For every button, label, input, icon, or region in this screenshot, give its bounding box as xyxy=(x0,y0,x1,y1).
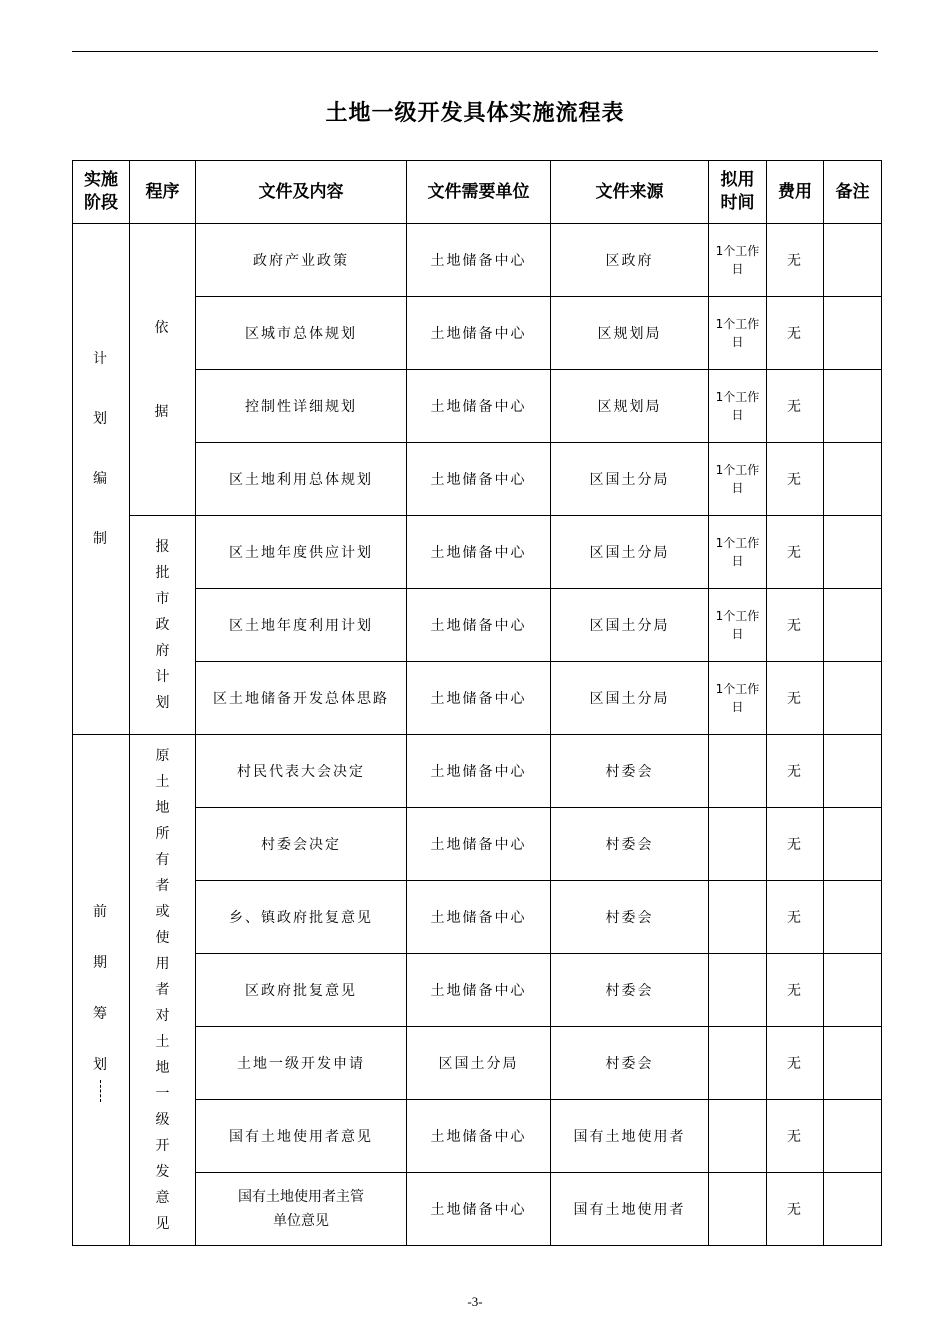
stage-cell-preparation xyxy=(73,735,130,1246)
source-cell: 国有土地使用者 xyxy=(551,1173,709,1246)
unit-cell: 土地储备中心 xyxy=(407,443,551,516)
page-title: 土地一级开发具体实施流程表 xyxy=(325,101,625,126)
note-cell xyxy=(824,516,882,589)
source-cell: 区国土分局 xyxy=(551,443,709,516)
fee-cell: 无 xyxy=(767,1027,824,1100)
content-cell: 村民代表大会决定 xyxy=(196,735,407,808)
source-cell: 村委会 xyxy=(551,808,709,881)
header-fee: 费用 xyxy=(767,161,824,224)
time-cell xyxy=(709,808,767,881)
fee-cell: 无 xyxy=(767,516,824,589)
time-cell xyxy=(709,1173,767,1246)
unit-cell: 土地储备中心 xyxy=(407,881,551,954)
fee-cell: 无 xyxy=(767,443,824,516)
content-cell: 区土地利用总体规划 xyxy=(196,443,407,516)
unit-cell: 土地储备中心 xyxy=(407,297,551,370)
fee-cell: 无 xyxy=(767,735,824,808)
source-cell: 区规划局 xyxy=(551,370,709,443)
page-number: -3- xyxy=(467,1294,483,1309)
table-header-row xyxy=(73,161,882,224)
procedure-label: 原土地所有者或使用者对土地一级开发意见 xyxy=(155,748,170,1232)
procedure-cell-opinion xyxy=(130,735,196,1246)
content-cell: 土地一级开发申请 xyxy=(196,1027,407,1100)
time-cell: 1个工作日 xyxy=(709,516,767,589)
unit-cell: 土地储备中心 xyxy=(407,662,551,735)
source-cell: 村委会 xyxy=(551,954,709,1027)
unit-cell: 土地储备中心 xyxy=(407,370,551,443)
note-cell xyxy=(824,589,882,662)
unit-cell: 土地储备中心 xyxy=(407,1173,551,1246)
fee-cell: 无 xyxy=(767,589,824,662)
unit-cell: 土地储备中心 xyxy=(407,808,551,881)
fee-cell: 无 xyxy=(767,1173,824,1246)
content-cell: 国有土地使用者主管单位意见 xyxy=(196,1173,407,1246)
note-cell xyxy=(824,1027,882,1100)
content-cell: 区土地年度利用计划 xyxy=(196,589,407,662)
table-row xyxy=(73,224,882,297)
header-procedure: 程序 xyxy=(130,161,196,224)
stage-cell-plan xyxy=(73,224,130,735)
note-cell xyxy=(824,954,882,1027)
content-cell: 控制性详细规划 xyxy=(196,370,407,443)
note-cell xyxy=(824,1173,882,1246)
time-cell: 1个工作日 xyxy=(709,370,767,443)
content-cell: 区城市总体规划 xyxy=(196,297,407,370)
unit-cell: 土地储备中心 xyxy=(407,735,551,808)
note-cell xyxy=(824,297,882,370)
source-cell: 村委会 xyxy=(551,735,709,808)
time-cell xyxy=(709,881,767,954)
content-cell: 乡、镇政府批复意见 xyxy=(196,881,407,954)
note-cell xyxy=(824,224,882,297)
table-row xyxy=(73,516,882,589)
unit-cell: 土地储备中心 xyxy=(407,954,551,1027)
source-cell: 区政府 xyxy=(551,224,709,297)
note-cell xyxy=(824,881,882,954)
unit-cell: 土地储备中心 xyxy=(407,516,551,589)
time-cell xyxy=(709,954,767,1027)
content-cell: 政府产业政策 xyxy=(196,224,407,297)
fee-cell: 无 xyxy=(767,954,824,1027)
source-cell: 村委会 xyxy=(551,1027,709,1100)
procedure-cell-basis xyxy=(130,224,196,516)
fee-cell: 无 xyxy=(767,224,824,297)
procedure-label: 依 据 xyxy=(154,319,171,420)
content-cell: 区政府批复意见 xyxy=(196,954,407,1027)
fee-cell: 无 xyxy=(767,662,824,735)
time-cell: 1个工作日 xyxy=(709,662,767,735)
fee-cell: 无 xyxy=(767,1100,824,1173)
header-rule xyxy=(72,51,878,52)
header-document-source: 文件来源 xyxy=(551,161,709,224)
content-cell: 区土地储备开发总体思路 xyxy=(196,662,407,735)
header-planned-time: 拟用时间 xyxy=(709,161,767,224)
source-cell: 区国土分局 xyxy=(551,589,709,662)
note-cell xyxy=(824,443,882,516)
source-cell: 区国土分局 xyxy=(551,516,709,589)
source-cell: 区规划局 xyxy=(551,297,709,370)
procedure-label: 报批市政府计划 xyxy=(155,539,170,711)
time-cell: 1个工作日 xyxy=(709,589,767,662)
unit-cell: 区国土分局 xyxy=(407,1027,551,1100)
note-cell xyxy=(824,1100,882,1173)
time-cell: 1个工作日 xyxy=(709,297,767,370)
fee-cell: 无 xyxy=(767,370,824,443)
time-cell xyxy=(709,1100,767,1173)
note-cell xyxy=(824,735,882,808)
content-cell: 区土地年度供应计划 xyxy=(196,516,407,589)
note-cell xyxy=(824,662,882,735)
source-cell: 国有土地使用者 xyxy=(551,1100,709,1173)
fee-cell: 无 xyxy=(767,881,824,954)
stage-label: 前 期 筹 划 xyxy=(92,903,109,1073)
source-cell: 村委会 xyxy=(551,881,709,954)
content-cell: 村委会决定 xyxy=(196,808,407,881)
unit-cell: 土地储备中心 xyxy=(407,589,551,662)
unit-cell: 土地储备中心 xyxy=(407,224,551,297)
content-cell: 国有土地使用者意见 xyxy=(196,1100,407,1173)
time-cell: 1个工作日 xyxy=(709,443,767,516)
note-cell xyxy=(824,808,882,881)
header-requiring-unit: 文件需要单位 xyxy=(407,161,551,224)
unit-cell: 土地储备中心 xyxy=(407,1100,551,1173)
header-remarks: 备注 xyxy=(824,161,882,224)
procedure-cell-approval xyxy=(130,516,196,735)
process-table xyxy=(72,160,882,1246)
fee-cell: 无 xyxy=(767,808,824,881)
continuation-mark xyxy=(100,1080,102,1102)
note-cell xyxy=(824,370,882,443)
source-cell: 区国土分局 xyxy=(551,662,709,735)
time-cell xyxy=(709,735,767,808)
stage-label: 计 划 编 制 xyxy=(92,351,109,547)
header-stage: 实施阶段 xyxy=(73,161,130,224)
fee-cell: 无 xyxy=(767,297,824,370)
time-cell: 1个工作日 xyxy=(709,224,767,297)
header-document-content: 文件及内容 xyxy=(196,161,407,224)
table-row xyxy=(73,735,882,808)
time-cell xyxy=(709,1027,767,1100)
